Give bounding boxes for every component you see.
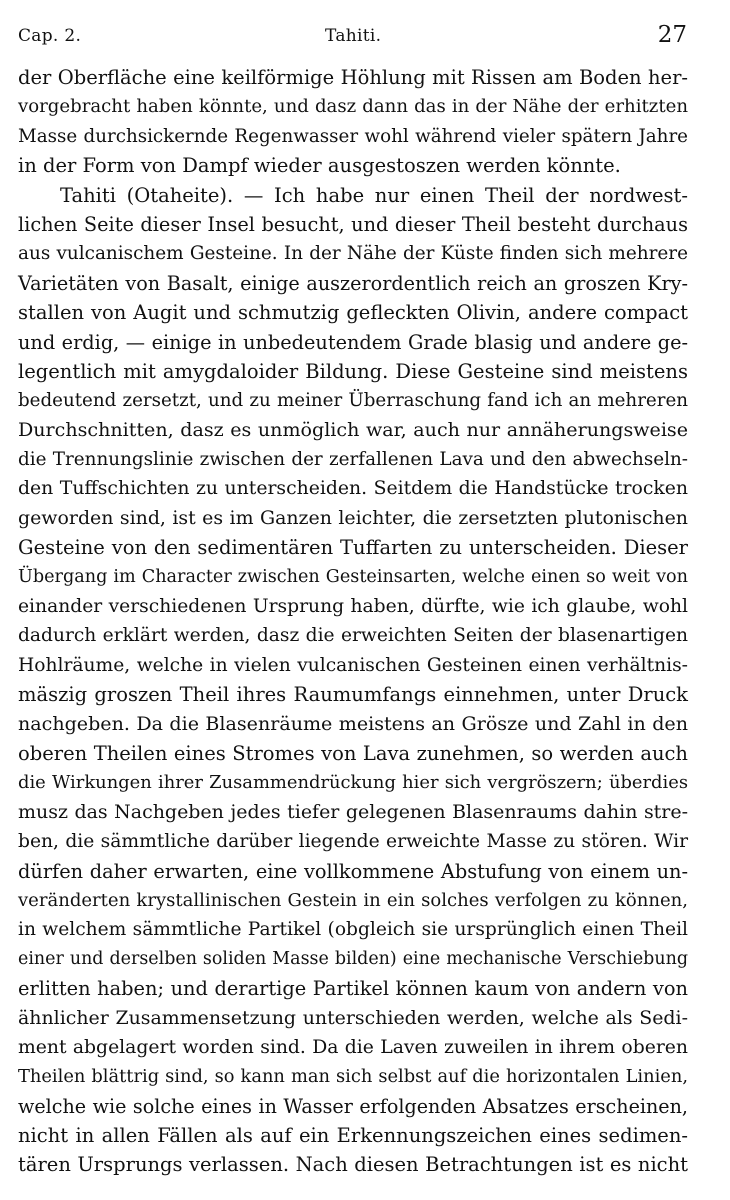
text-line: Varietäten von Basalt, einige auszerordentlich reich an groszen Kry-	[18, 271, 688, 295]
text-line: musz das Nachgeben jedes tiefer gelegenen Blasenraums dahin stre-	[18, 800, 688, 823]
text-line: legentlich mit amygdaloider Bildung. Diese Gesteine sind meistens	[18, 359, 688, 383]
text-line: die Wirkungen ihrer Zusammendrückung hier sich vergröszern; überdies	[18, 772, 688, 794]
text-line: oberen Theilen eines Stromes von Lava zunehmen, so werden auch	[18, 741, 688, 765]
chapter-label: Cap. 2.	[18, 26, 82, 46]
text-line: Masse durchsickernde Regenwasser wohl während vieler spätern Jahre	[18, 125, 688, 147]
body-text	[18, 63, 688, 1180]
section-heading-line: Tahiti (Otaheite). — Ich habe nur einen Theil der nordwest-	[60, 183, 688, 207]
text-line: nicht in allen Fällen als auf ein Erkennungszeichen eines sedimen-	[18, 1124, 688, 1148]
text-line: ment abgelagert worden sind. Da die Laven zuweilen in ihrem oberen	[18, 1036, 688, 1058]
text-line: dürfen daher erwarten, eine vollkommene Abstufung von einem un-	[18, 859, 688, 883]
text-line: einander verschiedenen Ursprung haben, dürfte, wie ich glaube, wohl	[18, 596, 688, 618]
text-line: nachgeben. Da die Blasenräume meistens an Grösze und Zahl in den	[18, 712, 688, 735]
text-line: den Tuffschichten zu unterscheiden. Seitdem die Handstücke trocken	[18, 478, 688, 500]
text-line: Übergang im Character zwischen Gesteinsarten, welche einen so weit von	[18, 566, 688, 587]
text-line: stallen von Augit und schmutzig gefleckten Olivin, andere compact	[18, 301, 688, 325]
text-line: in der Form von Dampf wieder ausgestoszen werden könnte.	[18, 154, 621, 178]
text-line: aus vulcanischem Gesteine. In der Nähe der Küste finden sich mehrere	[18, 243, 688, 265]
text-line: Hohlräume, welche in vielen vulcanischen Gesteinen einen verhältnis-	[18, 654, 688, 676]
running-title: Tahiti.	[325, 26, 382, 46]
text-line: veränderten krystallinischen Gestein in ein solches verfolgen zu können,	[18, 889, 688, 911]
running-header	[18, 22, 687, 50]
text-line: lichen Seite dieser Insel besucht, und dieser Theil besteht durchaus	[18, 212, 688, 236]
text-line: ähnlicher Zusammensetzung unterschieden werden, welche als Sedi-	[18, 1006, 688, 1029]
text-line: bedeutend zersetzt, und zu meiner Überraschung fand ich an mehreren	[18, 390, 688, 412]
text-line: und erdig, — einige in unbedeutendem Grade blasig und andere ge-	[18, 330, 688, 354]
text-line: einer und derselben soliden Masse bilden) eine mechanische Verschiebung	[18, 948, 688, 969]
text-line: ben, die sämmtliche darüber liegende erweichte Masse zu stören. Wir	[18, 831, 688, 853]
text-line: in welchem sämmtliche Partikel (obgleich sie ursprünglich einen Theil	[18, 919, 688, 941]
text-line: erlitten haben; und derartige Partikel können kaum von andern von	[18, 977, 688, 1001]
page-number: 27	[657, 22, 687, 48]
text-line: der Oberfläche eine keilförmige Höhlung mit Rissen am Boden her-	[18, 66, 688, 89]
text-line: mäszig groszen Theil ihres Raumumfangs einnehmen, unter Druck	[18, 683, 688, 707]
text-line: Theilen blättrig sind, so kann man sich selbst auf die horizontalen Linien,	[18, 1066, 688, 1088]
text-line: vorgebracht haben könnte, und dasz dann das in der Nähe der erhitzten	[18, 96, 688, 118]
text-line: dadurch erklärt werden, dasz die erweichten Seiten der blasenartigen	[18, 625, 688, 647]
text-line: tären Ursprungs verlassen. Nach diesen Betrachtungen ist es nicht	[18, 1153, 688, 1177]
text-line: welche wie solche eines in Wasser erfolgenden Absatzes erscheinen,	[18, 1094, 688, 1118]
text-line: geworden sind, ist es im Ganzen leichter, die zersetzten plutonischen	[18, 506, 688, 529]
text-line: die Trennungslinie zwischen der zerfallenen Lava und den abwechseln-	[18, 449, 688, 471]
text-line: Durchschnitten, dasz es unmöglich war, auch nur annäherungsweise	[18, 418, 688, 441]
text-line: Gesteine von den sedimentären Tuffarten zu unterscheiden. Dieser	[18, 536, 688, 560]
